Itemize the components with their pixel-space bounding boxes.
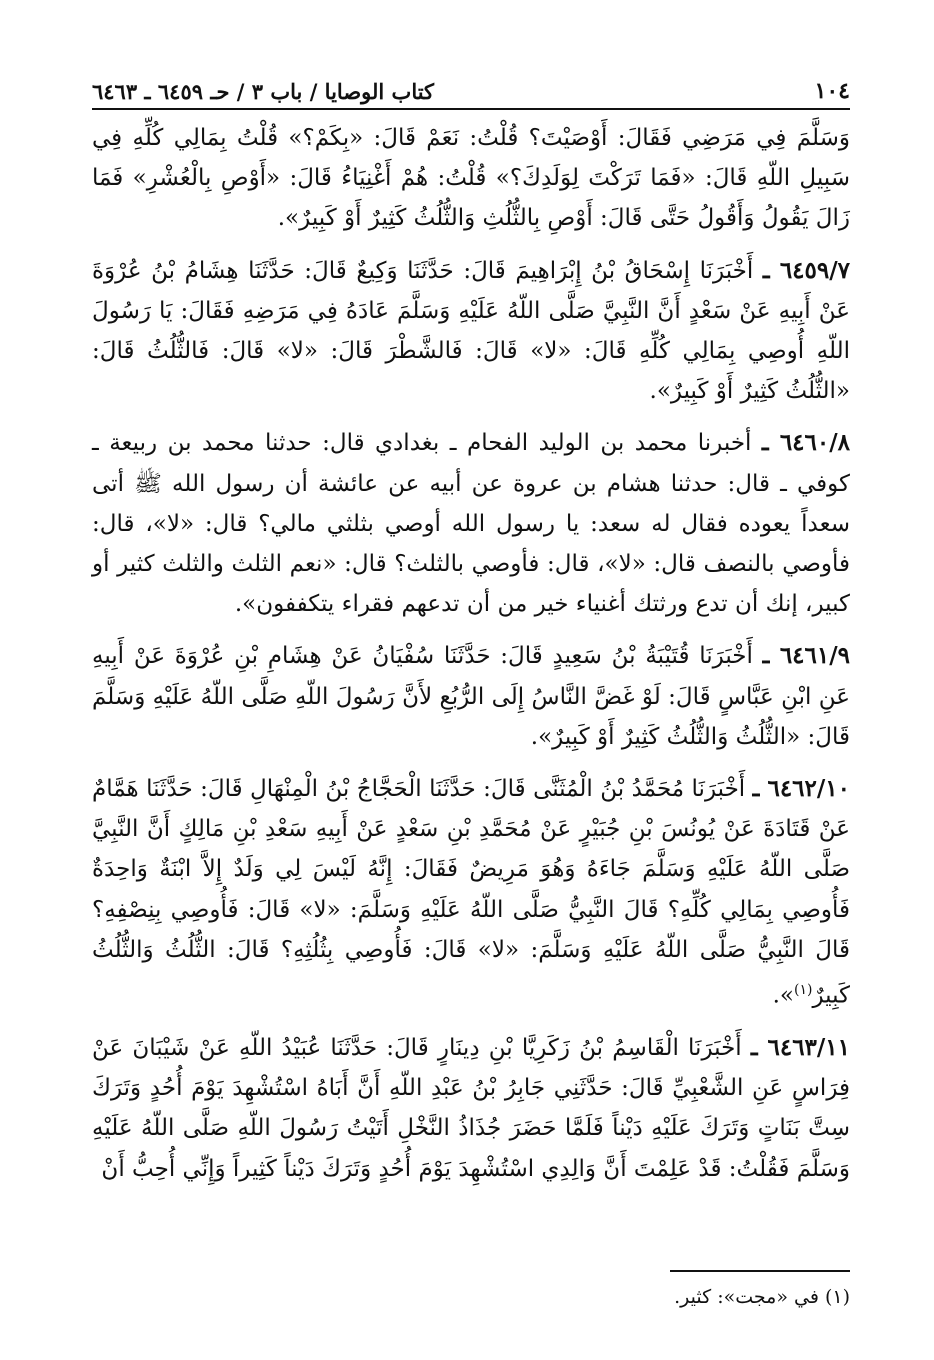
hadith-6461: [92, 636, 850, 757]
hadith-text-end: ».: [772, 982, 794, 1009]
footnote-reference[interactable]: (١): [794, 982, 813, 999]
hadith-text: أَخْبَرَنَا قُتَيْبَةُ بْنُ سَعِيدٍ قَالَ: حَدَّثَنَا سُفْيَانُ عَنْ هِشَامِ بْنِ عُرْوَةَ عَنْ أَبِيهِ عَنِ ابْنِ عَبَّاسٍ قَالَ: لَوْ غَضَّ النَّاسُ إِلَى الرُّبُعِ لأَنَّ رَسُولَ اللّهِ صَلَّى اللّهُ عَلَيْهِ وَسَلَّمَ قَالَ: «الثُّلُثُ وَالثُّلُثُ كَثِيرٌ أَوْ كَبِيرٌ».: [92, 643, 850, 750]
hadith-text: أَخْبَرَنَا مُحَمَّدُ بْنُ الْمُثَنَّى قَالَ: حَدَّثَنَا الْحَجَّاجُ بْنُ الْمِنْهَالِ قَالَ: حَدَّثَنَا هَمَّامٌ عَنْ قَتَادَةَ عَنْ يُونُسَ بْنِ جُبَيْرٍ عَنْ مُحَمَّدِ بْنِ سَعْدٍ عَنْ أَبِيهِ سَعْدِ بْنِ مَالِكٍ أَنَّ النَّبِيَّ صَلَّى اللّهُ عَلَيْهِ وَسَلَّمَ جَاءَهُ وَهُوَ مَرِيضٌ فَقَالَ: إِنَّهُ لَيْسَ لِي وَلَدٌ إِلاَّ ابْنَةٌ وَاحِدَةٌ فَأُوصِي بِمَالِي كُلِّهِ؟ قَالَ النَّبِيُّ صَلَّى اللّهُ عَلَيْهِ وَسَلَّمَ: «لا» قَالَ: فَأُوصِي بِنِصْفِهِ؟ قَالَ النَّبِيُّ صَلَّى اللّهُ عَلَيْهِ وَسَلَّمَ: «لا» قَالَ: فَأُوصِي بِثُلُثِهِ؟ قَالَ: الثُّلُثُ وَالثُّلُثُ كَبِيرٌ: [92, 776, 850, 1009]
footnote-divider: [670, 1270, 850, 1272]
hadith-number: ٦٤٦٢/١٠ ـ: [752, 775, 850, 803]
page-header: [92, 70, 850, 110]
hadith-number: ٦٤٦٠/٨ ـ: [761, 429, 850, 457]
page-number: ١٠٤: [814, 78, 850, 104]
document-page: [92, 70, 850, 1340]
paragraph-continuation: [92, 118, 850, 239]
hadith-text: أخبرنا محمد بن الوليد الفحام ـ بغدادي قال: حدثنا محمد بن ربيعة ـ كوفي ـ قال: حدثنا هشام بن عروة عن أبيه عن عائشة أن رسول الله ﷺ أتى سعداً يعوده فقال له سعد: يا رسول الله أوصي بثلثي مالي؟ قال: «لا»، قال: فأوصي بالنصف قال: «لا»، قال: فأوصي بالثلث؟ قال: «نعم الثلث والثلث كثير أو كبير، إنك أن تدع ورثتك أغنياء خير من أن تدعهم فقراء يتكففون».: [92, 430, 850, 618]
body-text: [92, 118, 850, 1189]
hadith-number: ٦٤٥٩/٧ ـ: [762, 256, 850, 284]
hadith-6460: [92, 423, 850, 624]
paragraph-text: وَسَلَّمَ فِي مَرَضِي فَقَالَ: أَوْصَيْتَ؟ قُلْتُ: نَعَمْ قَالَ: «بِكَمْ؟» قُلْتُ بِمَالِي كُلِّهِ فِي سَبِيلِ اللّهِ قَالَ: «فَمَا تَرَكْتَ لِوَلَدِكَ؟» قُلْتُ: هُمْ أَغْنِيَاءُ قَالَ: «أَوْصِ بِالْعُشْرِ» فَمَا زَالَ يَقُولُ وَأَقُولُ حَتَّى قَالَ: أَوْصِ بِالثُّلُثِ وَالثُّلُثُ كَثِيرٌ أَوْ كَبِيرٌ».: [92, 125, 850, 232]
hadith-text: أَخْبَرَنَا الْقَاسِمُ بْنُ زَكَرِيَّا بْنِ دِينَارٍ قَالَ: حَدَّثَنَا عُبَيْدُ اللّهِ عَنْ شَيْبَانَ عَنْ فِرَاسٍ عَنِ الشَّعْبِيِّ قَالَ: حَدَّثَنِي جَابِرُ بْنُ عَبْدِ اللّهِ أَنَّ أَبَاهُ اسْتُشْهِدَ يَوْمَ أُحُدٍ وَتَرَكَ سِتَّ بَنَاتٍ وَتَرَكَ عَلَيْهِ دَيْناً فَلَمَّا حَضَرَ جُذَاذُ النَّخْلِ أَتَيْتُ رَسُولَ اللّهِ صَلَّى اللّهُ عَلَيْهِ وَسَلَّمَ فَقُلْتُ: قَدْ عَلِمْتَ أَنَّ وَالِدِي اسْتُشْهِدَ يَوْمَ أُحُدٍ وَتَرَكَ دَيْناً كَثِيراً وَإِنِّي أُحِبُّ أَنْ: [92, 1034, 850, 1182]
hadith-number: ٦٤٦١/٩ ـ: [762, 642, 850, 670]
running-title: كتاب الوصايا / باب ٣ / حـ ٦٤٥٩ ـ ٦٤٦٣: [92, 79, 435, 104]
hadith-6462: [92, 769, 850, 1016]
hadith-text: أَخْبَرَنَا إِسْحَاقُ بْنُ إِبْرَاهِيمَ قَالَ: حَدَّثَنَا وَكِيعٌ قَالَ: حَدَّثَنَا هِشَامُ بْنُ عُرْوَةَ عَنْ أَبِيهِ عَنْ سَعْدٍ أَنَّ النَّبِيَّ صَلَّى اللّهُ عَلَيْهِ وَسَلَّمَ عَادَهُ فِي مَرَضِهِ فَقَالَ: يَا رَسُولَ اللّهِ أُوصِي بِمَالِي كُلِّهِ قَالَ: «لا» قَالَ: فَالشَّطْرَ قَالَ: «لا» قَالَ: فَالثُّلُثُ قَالَ: «الثُّلُثُ كَثِيرٌ أَوْ كَبِيرٌ».: [92, 257, 850, 405]
hadith-6459: [92, 251, 850, 412]
hadith-number: ٦٤٦٣/١١ ـ: [750, 1033, 851, 1061]
footnote: (١) في «مجت»: كثير.: [674, 1286, 850, 1308]
hadith-6463: [92, 1028, 850, 1189]
